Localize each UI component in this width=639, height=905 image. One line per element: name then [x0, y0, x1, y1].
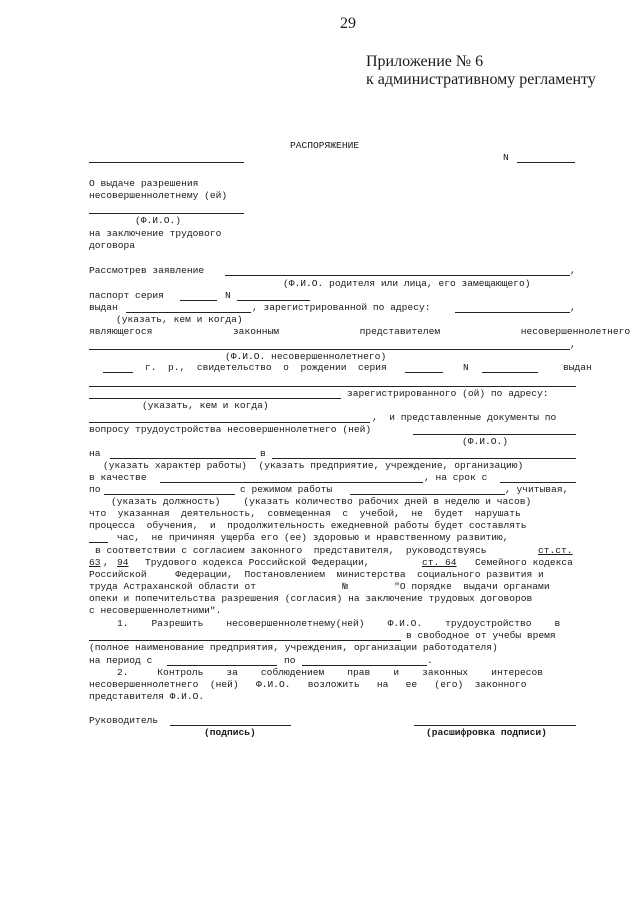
- representative-line: являющегося законным представителем несовершеннолетнего: [89, 326, 631, 337]
- date-blank: [89, 162, 244, 163]
- subject-line-1: О выдаче разрешения: [89, 178, 199, 189]
- minor-address-blank: [89, 422, 370, 423]
- certificate-number-label: N: [463, 362, 469, 373]
- period-end: .: [427, 655, 433, 666]
- work-schedule-blank: [350, 494, 505, 495]
- applicant-hint: (Ф.И.О. родителя или лица, его замещающего): [283, 278, 531, 289]
- certificate-issued-hint: (указать, кем и когда): [142, 400, 269, 411]
- minor-registered-label: зарегистрированного (ой) по адресу:: [347, 388, 549, 399]
- law-link-94[interactable]: 94: [117, 557, 129, 568]
- minor-name-blank: [89, 349, 570, 350]
- position-schedule-hint: (указать должность) (указать количество рабочих дней в неделю и часов): [111, 496, 532, 507]
- issued-blank: [126, 312, 251, 313]
- documents-statement: , и представленные документы по: [372, 412, 557, 423]
- position-label: в качестве: [89, 472, 147, 483]
- subject-line-3: на заключение трудового: [89, 228, 222, 239]
- period-to-label: по: [284, 655, 296, 666]
- labor-code-label: Трудового кодекса Российской Федерации,: [145, 557, 370, 568]
- applicant-blank: [225, 275, 570, 276]
- consent-line: в соответствии с согласием законного представителя, руководствуясь: [95, 545, 487, 556]
- employment-question: вопросу трудоустройства несовершеннолетнего (ней): [89, 424, 372, 435]
- clause-2-line-2: несовершеннолетнего (ней) Ф.И.О. возложить на ее (его) законного: [89, 679, 527, 690]
- minor-fio-hint: (Ф.И.О.): [462, 436, 509, 447]
- employer-blank: [272, 458, 576, 459]
- term-from-blank: [500, 482, 576, 483]
- period-from-blank: [167, 665, 277, 666]
- birth-year-blank: [103, 372, 133, 373]
- period-from-label: на период с: [89, 655, 153, 666]
- organization-blank: [89, 640, 401, 641]
- law-link-article-64[interactable]: ст. 64: [422, 557, 457, 568]
- appendix-title: Приложение № 6: [366, 53, 484, 70]
- signature-decode-blank: [414, 725, 576, 726]
- family-code-label: Семейного кодекса: [475, 557, 573, 568]
- organization-hint: (полное наименование предприятия, учреждения, организации работодателя): [89, 642, 498, 653]
- signature-blank: [170, 725, 291, 726]
- number-label: N: [503, 152, 509, 163]
- passport-number-blank: [237, 300, 310, 301]
- comma: ,: [570, 339, 576, 350]
- number-blank: [517, 162, 575, 163]
- certificate-issuer-blank-2: [89, 398, 341, 399]
- clause-2-line-1: 2. Контроль за соблюдением прав и законных интересов: [117, 667, 544, 678]
- hours-blank: [89, 542, 108, 543]
- certificate-number-blank: [482, 372, 538, 373]
- employer-label: в: [260, 448, 266, 459]
- federation-line: Российской Федерации, Постановлением министерства социального развития и: [89, 569, 544, 580]
- study-line-2: процесса обучения, и продолжительность ежедневной работы будет составлять: [89, 520, 527, 531]
- clause-2-line-3: представителя Ф.И.О.: [89, 691, 205, 702]
- issued-hint: (указать, кем и когда): [116, 314, 243, 325]
- comma: ,: [570, 302, 576, 313]
- page-number: 29: [340, 15, 356, 32]
- review-statement: Рассмотрев заявление: [89, 265, 205, 276]
- comma: ,: [570, 265, 576, 276]
- subject-line-2: несовершеннолетнему (ей): [89, 190, 228, 201]
- issued-label: выдан: [89, 302, 118, 313]
- guardianship-line: опеки и попечительства разрешения (согласия) на заключение трудовых договоров: [89, 593, 533, 604]
- work-employer-hint: (указать характер работы) (указать предприятие, учреждение, организацию): [103, 460, 524, 471]
- study-line-3: час, не причиняя ущерба его (ее) здоровью и нравственному развитию,: [117, 532, 509, 543]
- study-line-1: что указанная деятельность, совмещенная с учебой, не будет нарушать: [89, 508, 521, 519]
- appendix-subtitle: к административному регламенту: [366, 71, 596, 88]
- term-to-label: по: [89, 484, 101, 495]
- address-blank: [455, 312, 570, 313]
- resolution-line: труда Астраханской области от № "О порядке выдачи органами: [89, 581, 550, 592]
- passport-series-label: паспорт серия: [89, 290, 164, 301]
- minor-name-hint: (Ф.И.О. несовершеннолетнего): [225, 351, 387, 362]
- signature-hint: (подпись): [204, 727, 256, 738]
- head-label: Руководитель: [89, 715, 159, 726]
- signature-decode-hint: (расшифровка подписи): [426, 727, 547, 738]
- work-type-label: на: [89, 448, 101, 459]
- document-title: РАСПОРЯЖЕНИЕ: [290, 140, 360, 151]
- registered-label: , зарегистрированной по адресу:: [252, 302, 431, 313]
- considering-label: , учитывая,: [505, 484, 569, 495]
- passport-series-blank: [180, 300, 217, 301]
- term-from-label: , на срок с: [424, 472, 488, 483]
- period-to-blank: [302, 665, 427, 666]
- work-type-blank: [110, 458, 256, 459]
- free-time-label: в свободное от учебы время: [406, 630, 556, 641]
- law-link-articles[interactable]: ст.ст.: [538, 545, 573, 556]
- minors-line: с несовершеннолетними".: [89, 605, 222, 616]
- certificate-issuer-blank: [89, 386, 576, 387]
- subject-fio-hint: (Ф.И.О.): [135, 215, 182, 226]
- work-schedule-label: с режимом работы: [240, 484, 333, 495]
- passport-number-label: N: [225, 290, 231, 301]
- certificate-series-blank: [405, 372, 443, 373]
- subject-line-4: договора: [89, 240, 136, 251]
- birth-certificate-label: г. р., свидетельство о рождении серия: [145, 362, 387, 373]
- minor-fio-blank: [413, 434, 576, 435]
- certificate-issued-label: выдан: [563, 362, 592, 373]
- comma: ,: [103, 557, 109, 568]
- position-blank: [160, 482, 423, 483]
- clause-1-line: 1. Разрешить несовершеннолетнему(ней) Ф.И.О. трудоустройство в: [117, 618, 561, 629]
- term-to-blank: [104, 494, 235, 495]
- law-link-63[interactable]: 63: [89, 557, 101, 568]
- subject-name-blank: [89, 213, 244, 214]
